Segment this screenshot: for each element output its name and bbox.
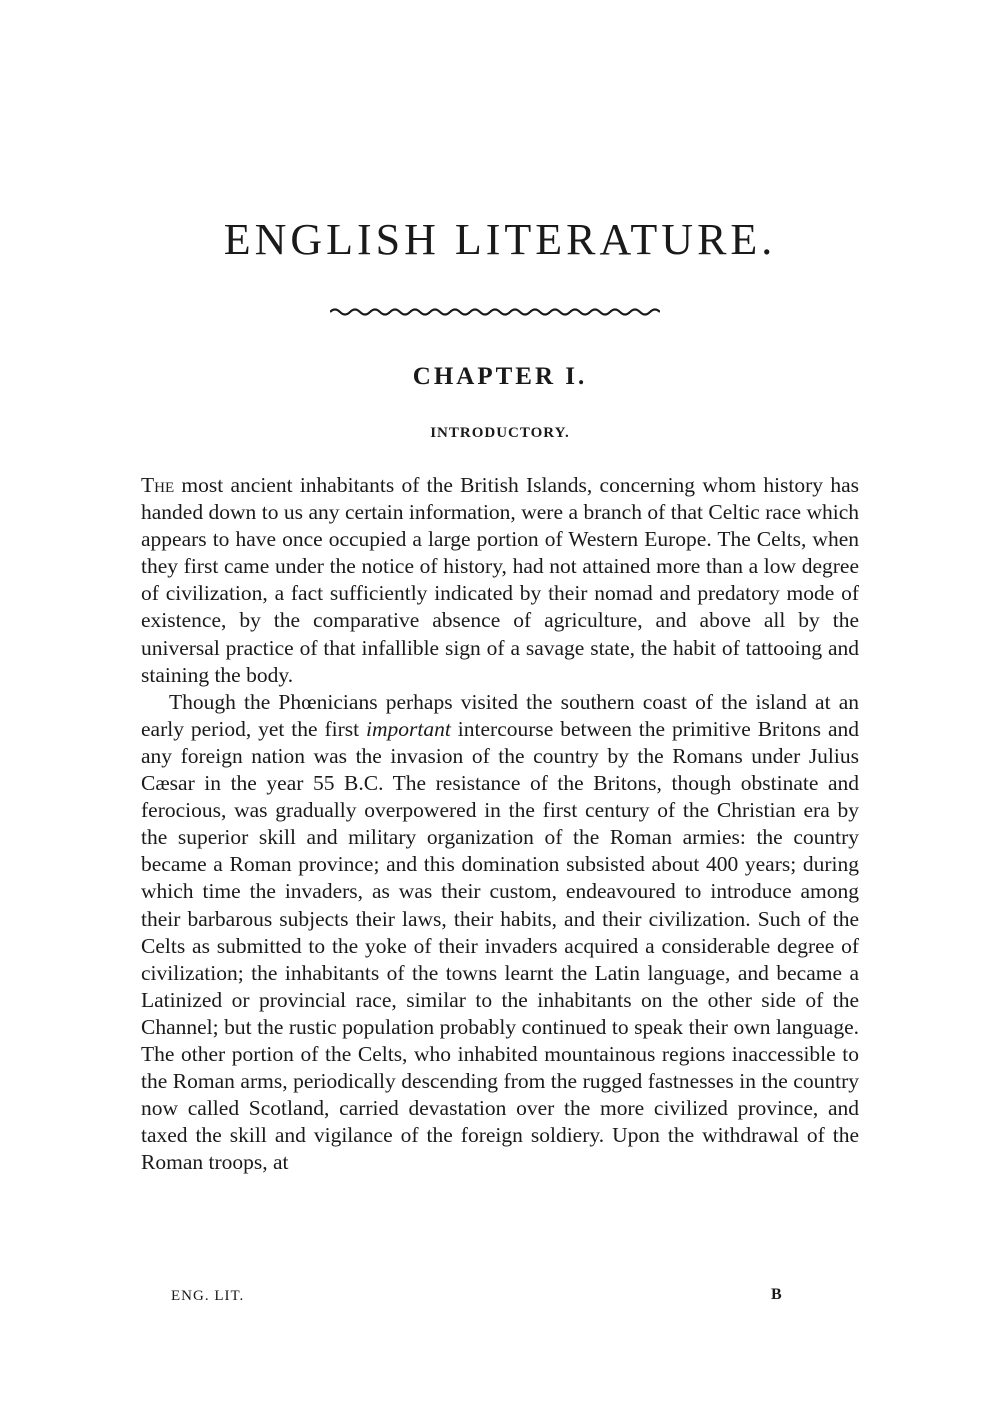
book-title: ENGLISH LITERATURE. (223, 215, 777, 264)
emphasis-text: important (366, 716, 451, 741)
chapter-heading: CHAPTER I. (412, 363, 588, 390)
paragraph (141, 689, 859, 1177)
body-text (141, 472, 859, 1176)
signature-mark: B (771, 1286, 782, 1303)
wavy-rule-ornament (330, 304, 660, 320)
paragraph-text: most ancient inhabitants of the British Islands, concerning whom history has handed down to us any certain information, were a branch of that Celtic race which appears to have once occupied a large portion of Western Europe. The Celts, when they first came under the notice of history, had not attained more than a low degree of civilization, a fact sufficiently indicated by their nomad and predatory mode of existence, by the comparative absence of agriculture, and above all by the universal practice of that infallible sign of a savage state, the habit of tattooing and staining the body. (141, 473, 859, 687)
era-abbreviation: B.C. (344, 771, 384, 796)
paragraph-text: intercourse between the primitive Britons and any foreign nation was the invasion of the country by the Romans under Julius Cæsar in the year 55 (141, 716, 859, 796)
running-title: ENG. LIT. (171, 1288, 245, 1304)
paragraph-text: Though the Phœnicians perhaps visited the southern coast of the island at an early period, yet the first (141, 689, 859, 741)
paragraph (141, 472, 859, 689)
drop-word: The (141, 473, 175, 497)
paragraph-text: The resistance of the Britons, though obstinate and ferocious, was gradually overpowered in the first century of the Christian era by the superior skill and military organization of the Roman armies: the country became a Roman province; and this domination subsisted about 400 years; during which time the invaders, as was their custom, endeavoured to introduce among their barbarous subjects their laws, their habits, and their civilization. Such of the Celts as submitted to the yoke of their invaders acquired a considerable degree of civilization; the inhabitants of the towns learnt the Latin language, and became a Latinized or provincial race, similar to the inhabitants on the other side of the Channel; but the rustic population probably continued to speak their own language. The other portion of the Celts, who inhabited mountainous regions inaccessible to the Roman arms, periodically descending from the rugged fastnesses in the country now called Scotland, carried devastation over the more civilized province, and taxed the skill and vigilance of the foreign soldiery. Upon the withdrawal of the Roman troops, at (141, 771, 859, 1175)
chapter-subtitle: INTRODUCTORY. (430, 425, 570, 441)
